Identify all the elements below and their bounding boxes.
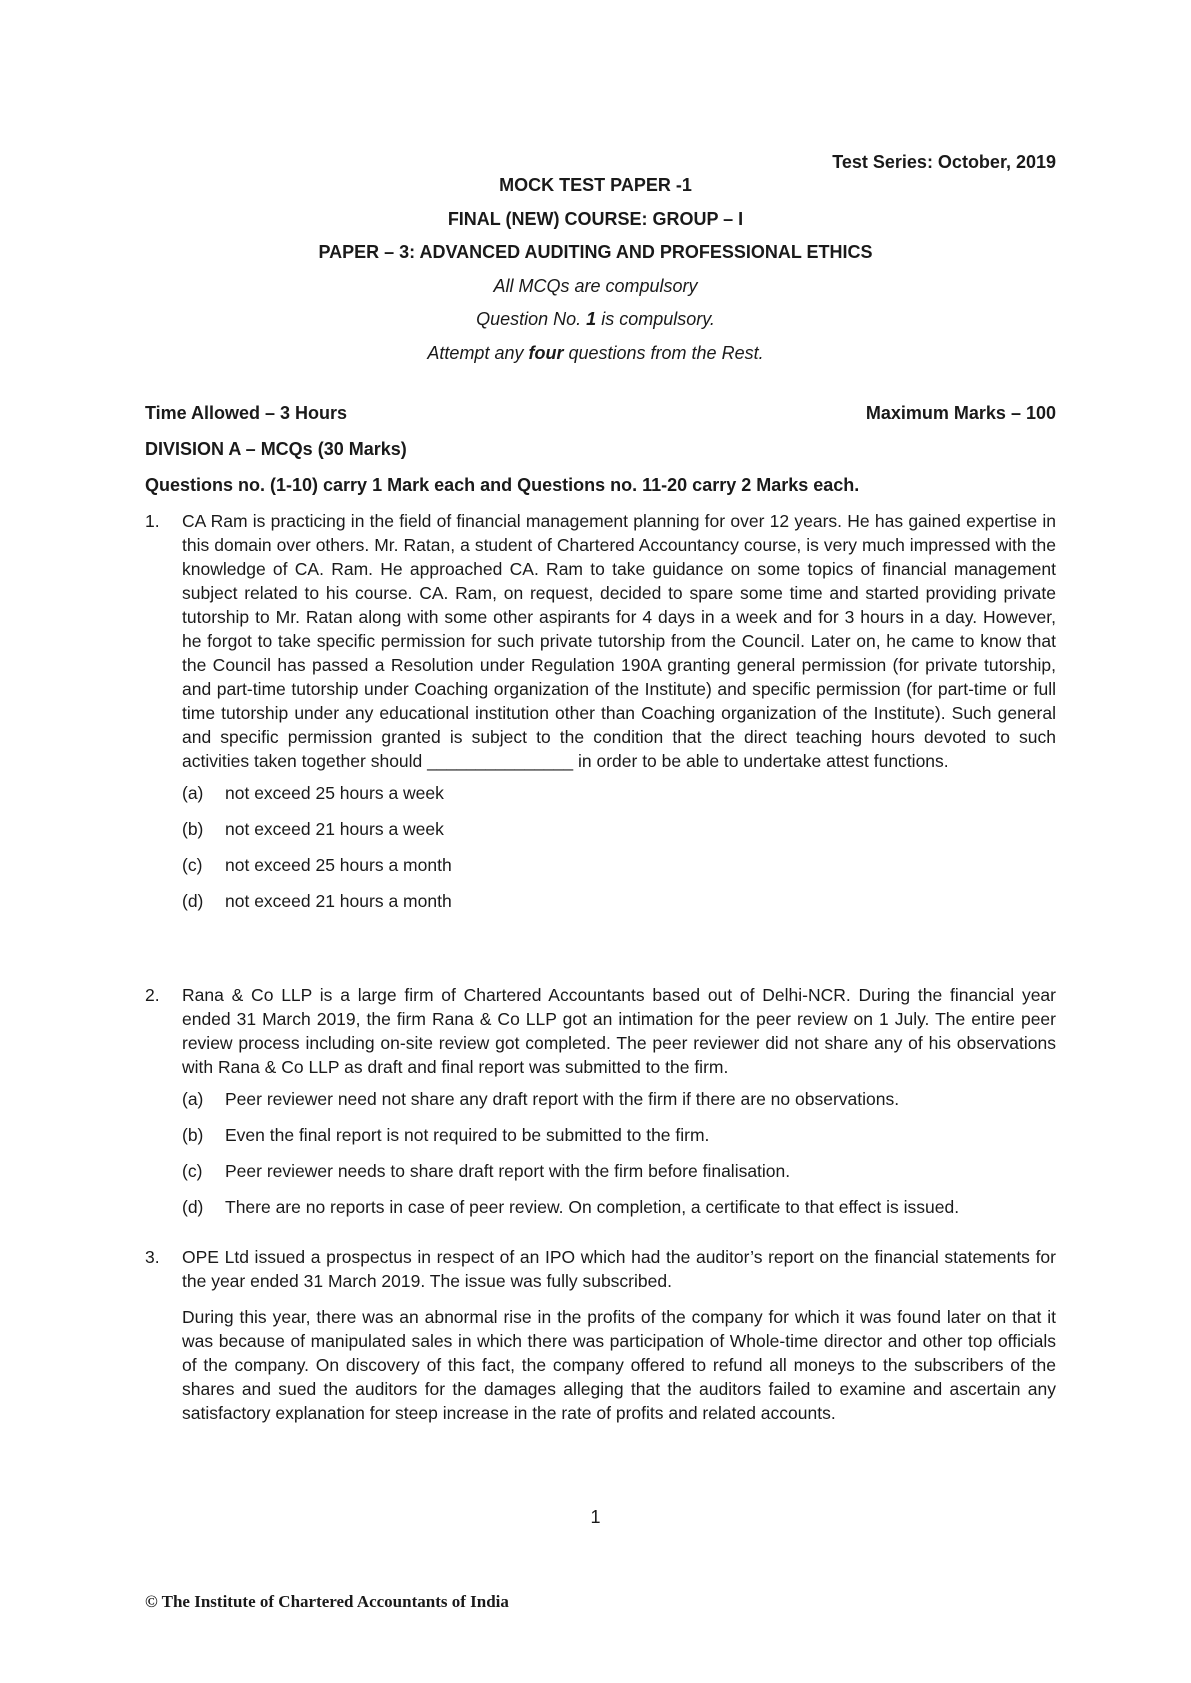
option-list [182,781,1056,925]
option-label: (d) [182,1197,204,1217]
instruction-emphasis: four [528,343,564,363]
option-text: Even the final report is not required to be submitted to the firm. [225,1125,710,1145]
option [182,781,1056,817]
question-number: 3. [145,1247,160,1267]
question-text: CA Ram is practicing in the field of financial management planning for over 12 years. He has gained expertise in this domain over others. Mr. Ratan, a student of Chartered Accountancy course, is very much impressed with the knowledge of CA. Ram. He approached CA. Ram to take guidance on some topics of financial management subject related to his course. CA. Ram, on request, decided to spare some time and started providing private tutorship to Mr. Ratan along with some other aspirants for 4 days in a week and for 3 hours in a day. However, he forgot to take specific permission for such private tutorship from the Council. Later on, he came to know that the Council has passed a Resolution under Regulation 190A granting general permission (for private tutorship, and part-time tutorship under Coaching organization of the Institute) and specific permission (for part-time or full time tutorship under any educational institution other than Coaching organization of the Institute). Such general and specific permission granted is subject to the condition that the direct teaching hours devoted to such activities taken together should _______________ in order to be able to undertake attest functions. [182,511,1056,771]
option-label: (b) [182,1125,204,1145]
question-number: 2. [145,985,160,1005]
instruction-text: questions from the Rest. [563,343,764,363]
question-number: 1. [145,511,160,531]
marks-info: Questions no. (1-10) carry 1 Mark each and Questions no. 11-20 carry 2 Marks each. [145,475,860,495]
option-text: not exceed 21 hours a month [225,891,452,911]
instruction-attempt-four [0,341,1191,365]
option-label: (c) [182,1161,203,1181]
option-text: There are no reports in case of peer review. On completion, a certificate to that effect is issued. [225,1197,960,1217]
option-text: not exceed 25 hours a month [225,855,452,875]
mock-test-title: MOCK TEST PAPER -1 [499,175,692,195]
time-allowed: Time Allowed – 3 Hours [145,403,348,423]
option-label: (b) [182,819,204,839]
option [182,889,1056,925]
question-text: Rana & Co LLP is a large firm of Chartered Accountants based out of Delhi-NCR. During the financial year ended 31 March 2019, the firm Rana & Co LLP got an intimation for the peer review on 1 July. The entire peer review process including on-site review got completed. The peer reviewer did not share any of his observations with Rana & Co LLP as draft and final report was submitted to the firm. [182,985,1056,1077]
instruction-text: is compulsory. [596,309,715,329]
option [182,1123,1056,1159]
option-text: not exceed 21 hours a week [225,819,444,839]
option [182,817,1056,853]
question-1 [145,509,1056,925]
option-text: Peer reviewer needs to share draft report with the firm before finalisation. [225,1161,791,1181]
time-marks-row [145,401,1056,427]
option-text: not exceed 25 hours a week [225,783,444,803]
copyright-footer: © The Institute of Chartered Accountants of India [145,1592,509,1611]
course-title: FINAL (NEW) COURSE: GROUP – I [447,209,744,229]
instruction-emphasis: 1 [586,309,597,329]
question-text: OPE Ltd issued a prospectus in respect of an IPO which had the auditor’s report on the financial statements for the year ended 31 March 2019. The issue was fully subscribed. [182,1247,1056,1291]
division-heading: DIVISION A – MCQs (30 Marks) [145,439,407,459]
question-3 [145,1245,1056,1425]
option-text: Peer reviewer need not share any draft report with the firm if there are no observations. [225,1089,900,1109]
option-label: (c) [182,855,203,875]
paper-title: PAPER – 3: ADVANCED AUDITING AND PROFESSIONAL ETHICS [318,242,873,262]
option [182,853,1056,889]
page-number: 1 [590,1507,601,1527]
instruction-text: Attempt any [427,343,529,363]
option-list [182,1087,1056,1231]
instruction-all-mcqs: All MCQs are compulsory [493,276,698,296]
option-label: (a) [182,783,204,803]
option-label: (a) [182,1089,204,1109]
maximum-marks: Maximum Marks – 100 [865,403,1056,423]
option [182,1195,1056,1231]
option-label: (d) [182,891,204,911]
question-text-continued: During this year, there was an abnormal rise in the profits of the company for which it was found later on that it was because of manipulated sales in which there was participation of Whole-time director and other top officials of the company. On discovery of this fact, the company offered to refund all moneys to the subscribers of the shares and sued the auditors for the damages alleging that the auditors failed to examine and ascertain any satisfactory explanation for steep increase in the rate of profits and related accounts. [182,1307,1056,1423]
instruction-question-1 [0,307,1191,331]
question-2 [145,983,1056,1231]
option [182,1159,1056,1195]
option [182,1087,1056,1123]
test-series-label: Test Series: October, 2019 [832,152,1056,172]
instruction-text: Question No. [476,309,587,329]
